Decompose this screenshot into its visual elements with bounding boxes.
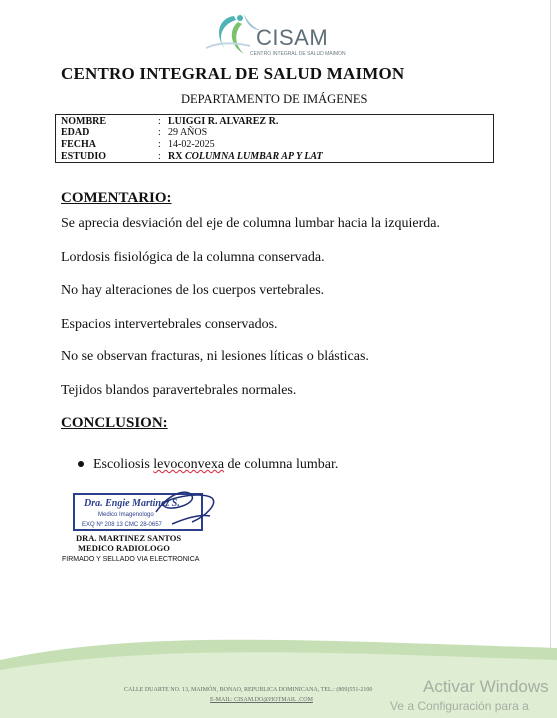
study-prefix: RX xyxy=(168,151,183,162)
stamp-role: Medico Imagenologo xyxy=(98,512,154,518)
name-separator: : xyxy=(158,116,161,127)
name-value: LUIGGI R. ALVAREZ R. xyxy=(168,116,279,127)
study-label: ESTUDIO xyxy=(61,151,107,162)
age-separator: : xyxy=(158,127,161,138)
conclusion-heading: CONCLUSION: xyxy=(61,415,168,431)
age-label: EDAD xyxy=(61,127,90,138)
doctor-name: DRA. MARTINEZ SANTOS xyxy=(76,533,182,543)
comment-line: No se observan fracturas, ni lesiones líticas o blásticas. xyxy=(61,349,369,364)
study-separator: : xyxy=(158,151,161,162)
study-name: COLUMNA LUMBAR AP Y LAT xyxy=(184,151,323,162)
doctor-title: MEDICO RADIOLOGO xyxy=(78,543,170,553)
date-label: FECHA xyxy=(61,139,96,150)
stamp-exq: EXQ Nº 208 13 CMC 28-0657 xyxy=(82,522,162,528)
activation-watermark-subtitle: Ve a Configuración para a xyxy=(390,699,529,713)
name-label: NOMBRE xyxy=(61,116,106,127)
date-value: 14-02-2025 xyxy=(168,139,215,150)
comment-line: Tejidos blandos paravertebrales normales. xyxy=(61,383,297,398)
department-label: DEPARTAMENTO DE IMÁGENES xyxy=(181,92,368,106)
bullet-dot xyxy=(78,461,84,467)
conclusion-text-end: de columna lumbar. xyxy=(224,457,339,472)
logo-wordmark: CISAM xyxy=(256,25,329,50)
comment-line: Espacios intervertebrales conservados. xyxy=(61,317,278,332)
signature-note: FIRMADO Y SELLADO VIA ELECTRONICA xyxy=(62,556,200,563)
logo-subtitle: CENTRO INTEGRAL DE SALUD MAIMON xyxy=(250,51,346,57)
cisam-logo xyxy=(204,10,344,60)
study-value xyxy=(168,151,323,162)
page-title: CENTRO INTEGRAL DE SALUD MAIMON xyxy=(61,64,405,83)
footer-email-link[interactable]: E-MAIL: CISAM.DO@HOTMAIL .COM xyxy=(210,697,313,703)
stamp-name: Dra. Engie Martinez S. xyxy=(84,498,180,509)
comment-line: Lordosis fisiológica de la columna conservada. xyxy=(61,250,325,265)
page-edge xyxy=(550,0,551,660)
date-separator: : xyxy=(158,139,161,150)
age-value: 29 AÑOS xyxy=(168,127,208,138)
footer-address: CALLE DUARTE NO. 13, MAIMÓN, BONAO, REPUBLICA DOMINICANA, TEL.: (809)551-2100 xyxy=(124,687,373,693)
comment-line: No hay alteraciones de los cuerpos vertebrales. xyxy=(61,283,325,298)
conclusion-item xyxy=(93,457,338,473)
conclusion-text-start: Escoliosis xyxy=(93,457,154,472)
comment-line: Se aprecia desviación del eje de columna lumbar hacia la izquierda. xyxy=(61,216,440,231)
patient-info-box xyxy=(55,114,494,163)
spellcheck-flagged-word: levoconvexa xyxy=(153,457,225,472)
activation-watermark-title: Activar Windows xyxy=(423,677,549,696)
comentario-heading: COMENTARIO: xyxy=(61,190,172,206)
